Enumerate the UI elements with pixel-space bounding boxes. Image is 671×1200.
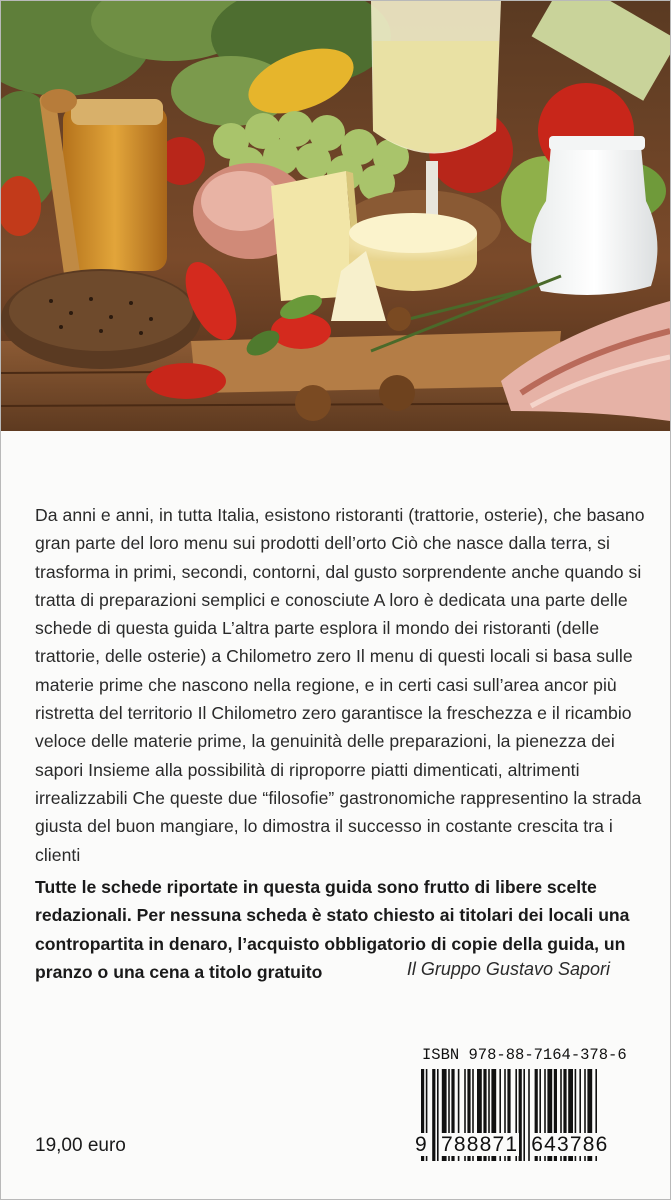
- barcode-digits-group1: 788871: [440, 1133, 519, 1156]
- barcode-digits: [414, 1133, 654, 1157]
- price-label: 19,00 euro: [35, 1135, 126, 1156]
- food-still-life-image: [1, 1, 670, 431]
- isbn-label: ISBN 978-88-7164-378-6: [422, 1046, 627, 1064]
- publisher-signature: Il Gruppo Gustavo Sapori: [406, 959, 610, 979]
- barcode-digits-group2: 643786: [531, 1133, 609, 1156]
- editorial-disclaimer: Tutte le schede riportate in questa guida sono frutto di libere scelte redazionali. Per nessuna scheda è stato chiesto ai titolari dei locali una contropartita in denaro, l’acquisto obbligatorio di copie della guida, un pranzo o una cena a titolo gratuito: [35, 877, 630, 982]
- description-paragraph: Da anni e anni, in tutta Italia, esistono ristoranti (trattorie, osterie), che basano gran parte del loro menu sui prodotti dell’orto Ciò che nasce dalla terra, si trasforma in primi, secondi, contorni, dal gusto sorprendente anche quando si tratta di preparazioni semplici e conosciute A loro è dedicata una parte delle schede di questa guida L’altra parte esplora il mondo dei ristoranti (delle trattorie, delle osterie) a Chilometro zero Il menu di questi locali si basa sulle materie prime che nascono nella regione, e in certi casi sull’area ancor più ristretta del territorio Il Chilometro zero garantisce la freschezza e il ricambio veloce delle materie prime, la genuinità delle preparazioni, la pienezza dei sapori Insieme alla possibilità di riproporre piatti dimenticati, altrimenti irrealizzabili Che queste due “filosofie” gastronomiche rappresentino la strada giusta del buon mangiare, lo dimostra il successo in costante crescita tra i clienti: [35, 505, 645, 865]
- barcode-first-digit: 9: [415, 1133, 428, 1156]
